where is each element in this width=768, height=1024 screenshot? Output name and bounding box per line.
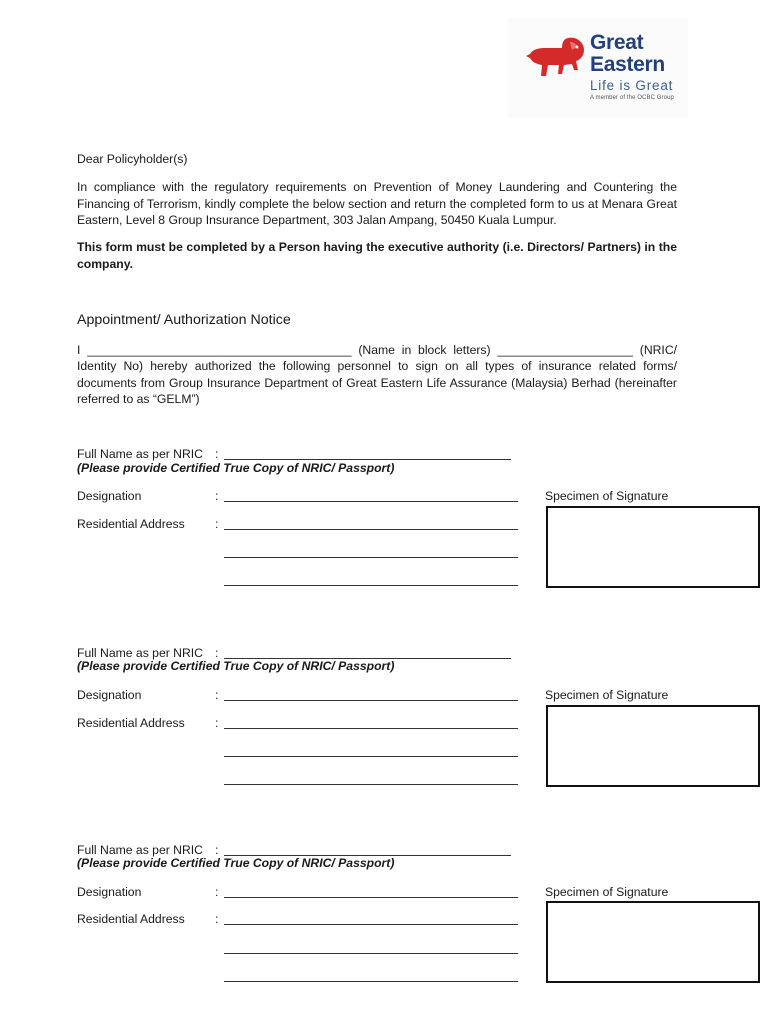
full-name-label: Full Name as per NRIC [77,447,203,461]
colon: : [215,885,219,899]
colon: : [215,688,219,702]
designation-label: Designation [77,489,142,503]
address-field-line-3[interactable] [224,585,518,586]
great-eastern-logo [508,18,688,118]
signature-box[interactable] [546,705,760,787]
address-field-line-1[interactable] [224,924,518,925]
intro-paragraph: In compliance with the regulatory requirements on Prevention of Money Laundering and Countering the Financing of Terrorism, kindly complete the below section and return the completed form to us at Menara Great Eastern, Level 8 Group Insurance Department, 303 Jalan Ampang, 50450 Kuala Lumpur. [77,180,677,227]
full-name-label: Full Name as per NRIC [77,843,203,857]
section-title: Appointment/ Authorization Notice [77,312,291,328]
address-label: Residential Address [77,517,185,531]
address-label: Residential Address [77,716,185,730]
nric-note: (Please provide Certified True Copy of NRIC/ Passport) [77,659,395,673]
signature-label: Specimen of Signature [545,489,669,503]
member-text: A member of the OCBC Group [590,95,674,101]
colon: : [215,517,219,531]
signature-label: Specimen of Signature [545,688,669,702]
signature-box[interactable] [546,901,760,983]
designation-field[interactable] [224,897,518,898]
address-field-line-2[interactable] [224,953,518,954]
colon: : [215,716,219,730]
salutation: Dear Policyholder(s) [77,152,188,166]
colon: : [215,447,219,461]
colon: : [215,646,219,660]
brand-name: Great Eastern [590,31,665,76]
address-label: Residential Address [77,912,185,926]
brand-tagline: Life is Great [590,78,674,93]
address-field-line-2[interactable] [224,756,518,757]
lion-icon [524,34,590,86]
address-field-line-1[interactable] [224,529,518,530]
address-field-line-3[interactable] [224,784,518,785]
designation-label: Designation [77,688,142,702]
address-field-line-2[interactable] [224,557,518,558]
colon: : [215,843,219,857]
colon: : [215,912,219,926]
authorization-line: I _______________________________________ (Name in block letters) ____________________ (NRIC/ [77,343,677,357]
designation-field[interactable] [224,700,518,701]
nric-note: (Please provide Certified True Copy of NRIC/ Passport) [77,461,395,475]
designation-label: Designation [77,885,142,899]
colon: : [215,489,219,503]
full-name-label: Full Name as per NRIC [77,646,203,660]
address-field-line-3[interactable] [224,981,518,982]
nric-note: (Please provide Certified True Copy of NRIC/ Passport) [77,856,395,870]
executive-notice: This form must be completed by a Person having the executive authority (i.e. Directors/ Partners) in the company. [77,240,677,271]
signature-label: Specimen of Signature [545,885,669,899]
full-name-field[interactable] [224,459,511,460]
designation-field[interactable] [224,501,518,502]
address-field-line-1[interactable] [224,728,518,729]
signature-box[interactable] [546,506,760,588]
authorization-text: Identity No) hereby authorized the following personnel to sign on all types of insurance related forms/ documents from Group Insurance Department of Great Eastern Life Assurance (Malaysia) Berhad (hereinafter referred to as “GELM”) [77,359,677,406]
